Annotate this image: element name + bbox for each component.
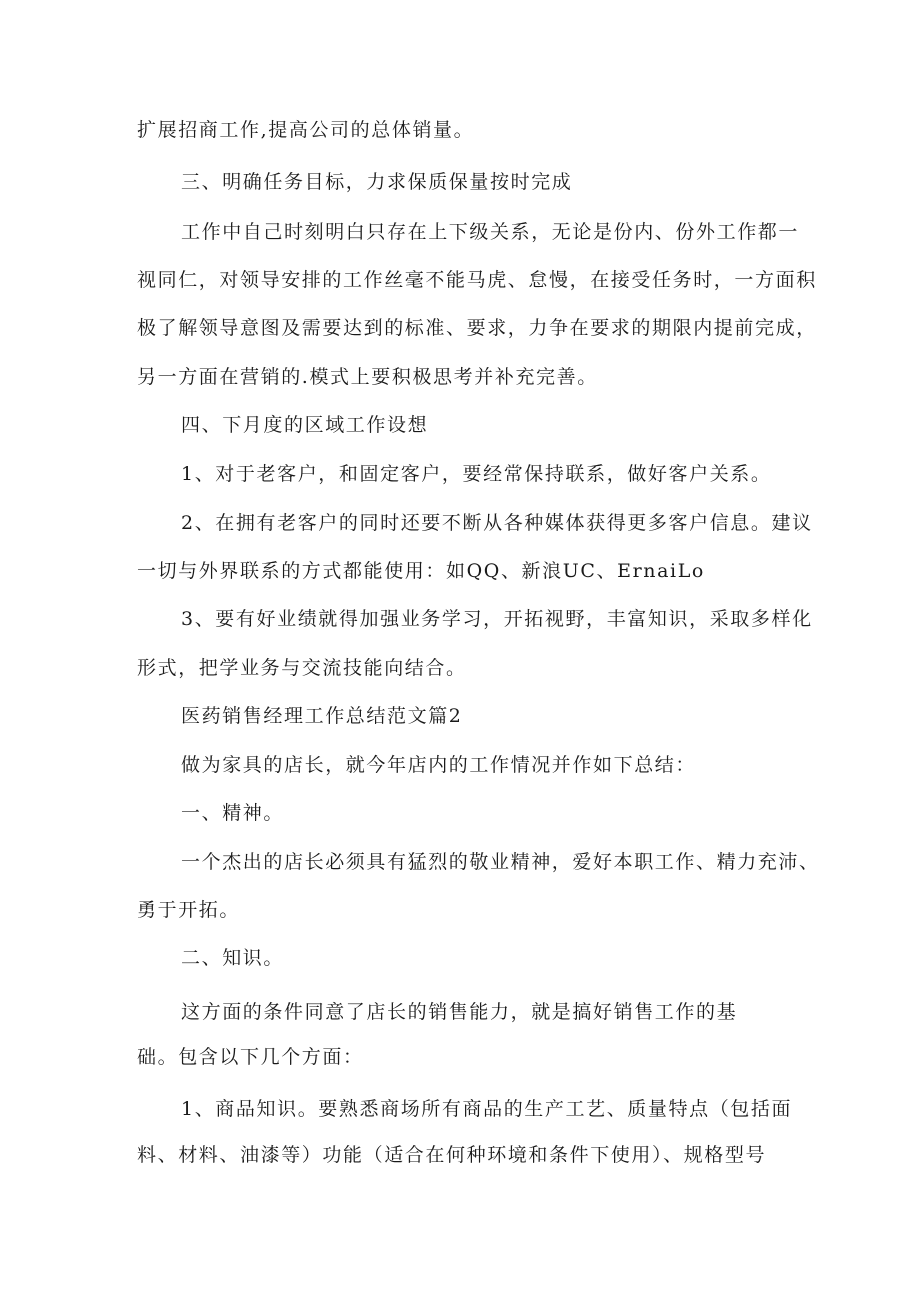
- list-item-2-continuation: 一切与外界联系的方式都能使用：如QQ、新浪UC、ErnaiLo: [137, 560, 705, 582]
- list-item-3: 3、要有好业绩就得加强业务学习，开拓视野，丰富知识，采取多样化: [181, 608, 813, 630]
- list-item-product-knowledge: 1、商品知识。要熟悉商场所有商品的生产工艺、质量特点（包括面: [181, 1098, 793, 1120]
- section-heading-3: 三、明确任务目标，力求保质保量按时完成: [181, 171, 573, 193]
- section-heading-4: 四、下月度的区域工作设想: [181, 414, 429, 436]
- paragraph-line: 工作中自己时刻明白只存在上下级关系，无论是份内、份外工作都一: [181, 221, 800, 243]
- list-item-product-knowledge-continuation: 料、材料、油漆等）功能（适合在何种环境和条件下使用）、规格型号: [137, 1144, 767, 1166]
- list-item-1: 1、对于老客户，和固定客户，要经常保持联系，做好客户关系。: [181, 463, 772, 485]
- text-line-continuation: 扩展招商工作,提高公司的总体销量。: [137, 119, 475, 141]
- paragraph-line: 这方面的条件同意了店长的销售能力，就是搞好销售工作的基: [181, 1001, 738, 1023]
- section-heading-knowledge: 二、知识。: [181, 947, 285, 969]
- section-heading-spirit: 一、精神。: [181, 802, 285, 824]
- intro-paragraph: 做为家具的店长，就今年店内的工作情况并作如下总结：: [181, 754, 697, 776]
- paragraph-line: 勇于开拓。: [137, 899, 241, 921]
- list-item-2: 2、在拥有老客户的同时还要不断从各种媒体获得更多客户信息。建议: [181, 512, 813, 534]
- paragraph-line: 极了解领导意图及需要达到的标准、要求，力争在要求的期限内提前完成，: [137, 317, 817, 339]
- article-title: 医药销售经理工作总结范文篇2: [181, 705, 463, 727]
- list-item-3-continuation: 形式，把学业务与交流技能向结合。: [137, 657, 467, 679]
- paragraph-line: 另一方面在营销的.模式上要积极思考并补充完善。: [137, 366, 598, 388]
- paragraph-line: 视同仁，对领导安排的工作丝毫不能马虎、怠慢，在接受任务时，一方面积: [137, 269, 817, 291]
- paragraph-line: 础。包含以下几个方面：: [137, 1046, 364, 1068]
- paragraph-line: 一个杰出的店长必须具有猛烈的敬业精神，爱好本职工作、精力充沛、: [181, 851, 820, 873]
